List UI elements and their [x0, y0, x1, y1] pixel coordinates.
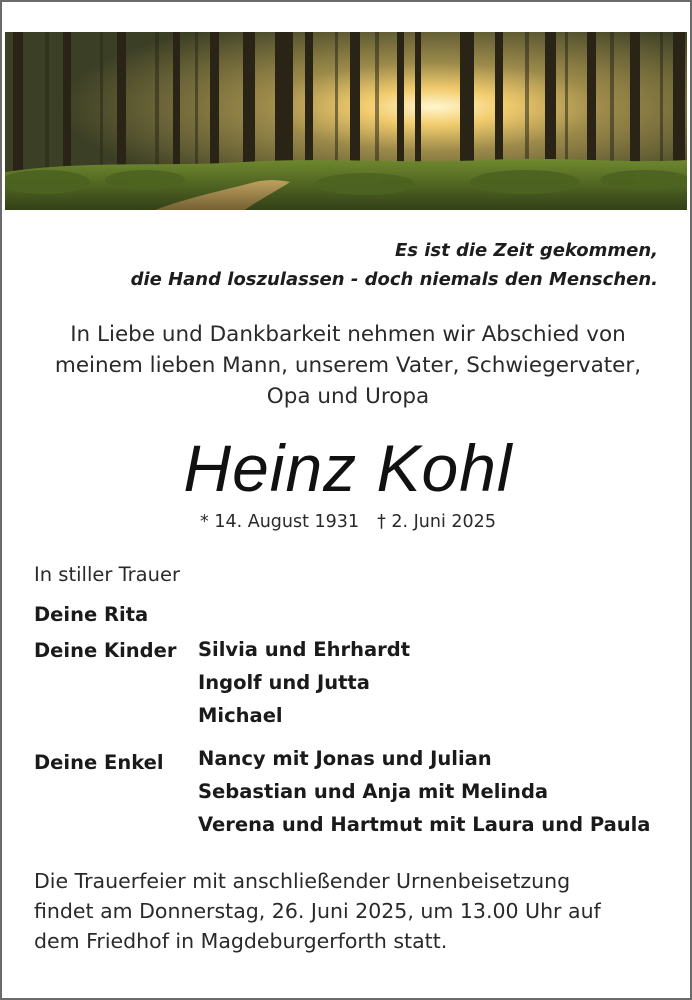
- quote: [131, 236, 658, 294]
- child-name: Silvia und Ehrhardt: [198, 638, 411, 661]
- funeral-details: [34, 866, 601, 956]
- farewell-line: meinem lieben Mann, unserem Vater, Schwiegervater,: [54, 353, 642, 378]
- sunlit-forest-image: [5, 32, 687, 210]
- quote-line: Es ist die Zeit gekommen,: [394, 240, 658, 261]
- birth-date: * 14. August 1931: [200, 512, 360, 532]
- children-label: Deine Kinder: [34, 639, 177, 662]
- child-name: Michael: [198, 704, 283, 727]
- spouse-label: Deine Rita: [34, 603, 149, 626]
- forest-illustration: [5, 32, 687, 210]
- quote-line: die Hand loszulassen - doch niemals den Menschen.: [130, 269, 658, 290]
- child-name: Ingolf und Jutta: [198, 671, 370, 694]
- farewell-line: Opa und Uropa: [266, 384, 430, 409]
- grandchild-name: Nancy mit Jonas und Julian: [198, 747, 492, 770]
- life-dates: [2, 509, 692, 535]
- grandchildren-names: [198, 742, 650, 841]
- deceased-name: Heinz Kohl: [183, 431, 513, 505]
- children-names: [198, 633, 410, 732]
- grandchild-name: Verena und Hartmut mit Laura und Paula: [198, 813, 651, 836]
- funeral-line: Die Trauerfeier mit anschließender Urnenbeisetzung: [34, 869, 571, 893]
- farewell-text: [2, 319, 692, 412]
- grandchildren-label: Deine Enkel: [34, 751, 164, 774]
- death-date: † 2. Juni 2025: [377, 512, 496, 532]
- farewell-line: In Liebe und Dankbarkeit nehmen wir Abschied von: [70, 322, 626, 347]
- mourning-label: In stiller Trauer: [34, 563, 180, 586]
- funeral-line: dem Friedhof in Magdeburgerforth statt.: [34, 929, 448, 953]
- funeral-line: findet am Donnerstag, 26. Juni 2025, um 13.00 Uhr auf: [34, 899, 601, 923]
- grandchild-name: Sebastian und Anja mit Melinda: [198, 780, 549, 803]
